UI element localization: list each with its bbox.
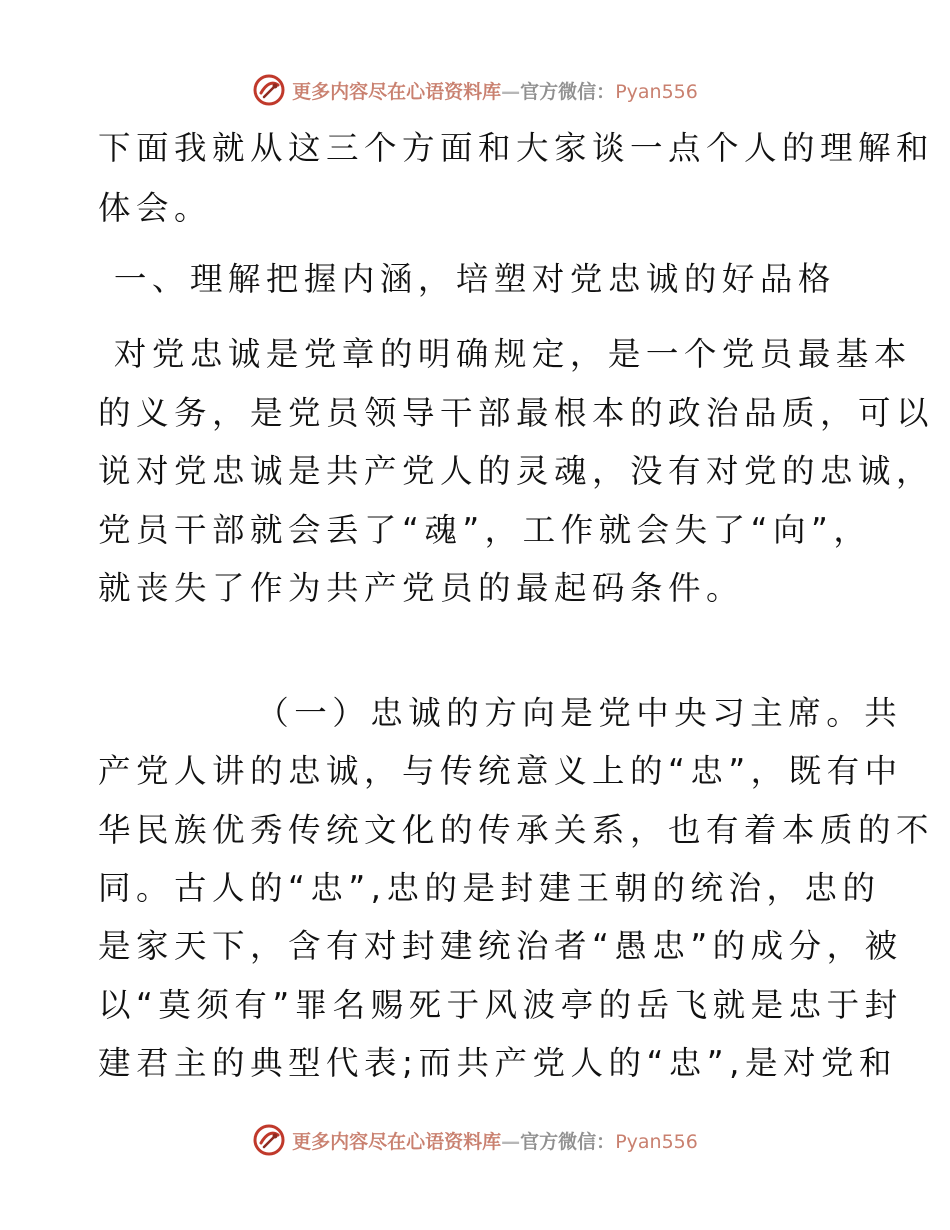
- watermark-brand: 更多内容尽在心语资料库: [292, 1130, 502, 1153]
- watermark-brand: 更多内容尽在心语资料库: [292, 80, 502, 103]
- watermark-text: [292, 1127, 698, 1154]
- text-line: 产党人讲的忠诚，与传统意义上的“忠”，既有中: [98, 752, 903, 790]
- watermark-wechat-id: Pyan556: [615, 80, 698, 103]
- text-line: 下面我就从这三个方面和大家谈一点个人的理解和: [98, 129, 935, 167]
- text-line: 是家天下，含有对封建统治者“愚忠”的成分，被: [98, 927, 903, 965]
- watermark-text: [292, 77, 698, 104]
- watermark-official-label: 官方微信：: [520, 1130, 616, 1153]
- text-line: 同。古人的“忠”,忠的是封建王朝的统治，忠的: [98, 869, 881, 907]
- text-line: 党员干部就会丢了“魂”，工作就会失了“向”，: [98, 511, 872, 549]
- header-watermark: [0, 70, 950, 110]
- text-line: 就丧失了作为共产党员的最起码条件。: [98, 569, 745, 607]
- subsection-heading: （一）忠诚的方向是党中央习主席。共: [98, 694, 903, 732]
- text-line: 对党忠诚是党章的明确规定，是一个党员最基本: [98, 335, 912, 373]
- watermark-official-label: 官方微信：: [520, 80, 616, 103]
- watermark-dash: —: [501, 80, 521, 103]
- text-line: 的义务，是党员领导干部最根本的政治品质，可以: [98, 394, 935, 432]
- brand-logo-icon: [252, 1123, 286, 1157]
- brand-logo-icon: [252, 73, 286, 107]
- section-heading: 一、理解把握内涵，培塑对党忠诚的好品格: [98, 260, 836, 298]
- text-line: 以“莫须有”罪名赐死于风波亭的岳飞就是忠于封: [98, 986, 903, 1024]
- watermark-wechat-id: Pyan556: [615, 1130, 698, 1153]
- footer-watermark: [0, 1120, 950, 1160]
- text-line: 华民族优秀传统文化的传承关系，也有着本质的不: [98, 811, 935, 849]
- text-line: 说对党忠诚是共产党人的灵魂，没有对党的忠诚，: [98, 452, 935, 490]
- text-line: 建君主的典型代表;而共产党人的“忠”,是对党和: [98, 1044, 897, 1082]
- text-line: 体会。: [98, 189, 213, 227]
- watermark-dash: —: [501, 1130, 521, 1153]
